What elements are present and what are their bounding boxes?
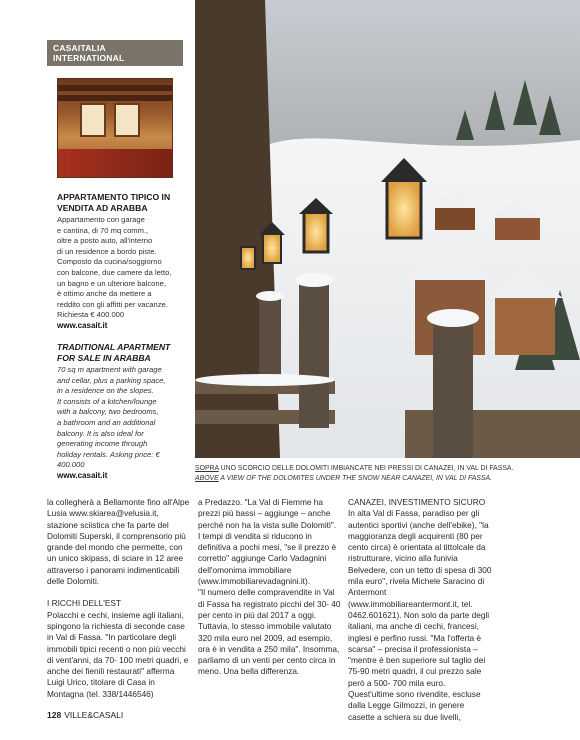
article-column-1	[47, 497, 191, 700]
paragraph: I tempi di vendita si riducono in definitiva a pochi mesi, "se il prezzo è corretto" aggiunge Carlo Vadagnini dell'omonima immobiliare (www.immobiliarevadagnini.it).	[198, 530, 337, 587]
caption-tag-it: SOPRA	[195, 465, 219, 472]
sidebar-header: CASAITALIA INTERNATIONAL	[47, 40, 183, 66]
property-sidebar	[47, 40, 183, 480]
caption-text-en: A VIEW OF THE DOLOMITES UNDER THE SNOW NEAR CANAZEI, IN VAL DI FASSA.	[218, 475, 492, 482]
page-number: 128	[47, 710, 62, 720]
page-footer	[47, 710, 123, 720]
apartment-interior-photo	[57, 78, 173, 178]
sidebar-link-it[interactable]: www.casait.it	[57, 320, 108, 330]
caption-tag-en: ABOVE	[195, 475, 219, 482]
photo-caption	[195, 464, 555, 484]
paragraph: Polacchi e cechi, insieme agli italiani, spingono la richiesta di seconde case in Val di Fassa. "In particolare degli immobili tipici recenti o non più vecchi di vent'anni, da 70- 100 metri quadri, e anche dei fienili restaurati" afferma Luigi Urico, titolare di Casa in Montagna (tel. 338/1446546)	[47, 609, 189, 699]
dolomites-snow-photo	[195, 0, 580, 458]
rug	[58, 149, 172, 177]
sidebar-text-en: 70 sq m apartment with garage and cellar, plus a parking space, in a residence on the slopes. It consists of a kitchen/lounge with a balcony, two bedrooms, a bathroom and an additional balcony. It is also ideal for generating income through holiday rentals. Asking price: € 400.000	[57, 364, 166, 470]
caption-text-it: UNO SCORCIO DELLE DOLOMITI IMBIANCATE NEI PRESSI DI CANAZEI, IN VAL DI FASSA.	[218, 465, 514, 472]
paragraph: In alta Val di Fassa, paradiso per gli autentici sportivi (anche dell'ebike), "la maggioranza degli acquirenti (80 per cento circa) è orientata al tittolcale da ristrutturare, vicino alla funivia Belvedere, con un tetto di spesa di 300 mila euro", rivela Michele Saracino di Antermont (www.immobiliareantermont.it, tel. 0462.601621). Non solo da parte degli italiani, ma anche di cechi, francesi, inglesi e perfino russi. "Ma l'offerta è scarsa" – precisa il professionista – "mentre è ben superiore sul taglio dei 75-90 metri quadri, il cui prezzo sale però a 500- 700 mila euro. Quest'ultime sono rivendite, escluse dalla Legge Gilmozzi, in genere casette a schiera su due livelli,	[348, 508, 492, 722]
magazine-name: VILLE&CASALI	[64, 710, 124, 720]
sidebar-title-it: APPARTAMENTO TIPICO IN VENDITA AD ARABBA	[57, 192, 171, 213]
sidebar-link-en[interactable]: www.casait.it	[57, 470, 108, 480]
sidebar-title-en: TRADITIONAL APARTMENT FOR SALE IN ARABBA	[57, 341, 171, 363]
sidebar-text-it: Appartamento con garage e cantina, di 70 mq comm., oltre a posto auto, all'interno di un residence a bordo piste. Composto da cucina/soggiorno con balcone, due camere da letto, un bagno e un ulteriore balcone, è ottimo anche da mettere a reddito con gli affitti per vacanze. Richiesta € 400.000	[57, 215, 172, 320]
section-heading: I RICCHI DELL'EST	[47, 598, 121, 609]
ceiling-beam	[58, 95, 172, 101]
window	[114, 103, 140, 137]
paragraph: "Il numero delle compravendite in Val di Fassa ha registrato picchi del 30- 40 per cento in più dal 2017 a oggi. Tuttavia, lo stesso immobile valutato 320 mila euro nel 2009, ad esempio, ora è in vendita a 250 mila". Insomma, parliamo di un venti per cento circa in meno. Una bella differenza.	[198, 587, 341, 677]
section-heading: CANAZEI, INVESTIMENTO SICURO	[348, 497, 486, 507]
paragraph: a Predazzo. "La Val di Fiemme ha prezzi più bassi – aggiunge – anche perché non ha la vista sulle Dolomiti".	[198, 497, 337, 530]
article-column-2	[198, 497, 342, 678]
window	[80, 103, 106, 137]
ceiling-beam	[58, 85, 172, 91]
photo-illustration	[195, 0, 580, 458]
article-column-3	[348, 497, 492, 723]
paragraph: la collegherà a Bellamonte fino all'Alpe Lusia www.skiarea@velusia.it, stazione sciistica che fa parte del Dolomiti Superski, il comprensorio più grande del mondo che permette, con un unico skipass, di sciare in 12 aree attraverso i panorami indimenticabili delle Dolomiti.	[47, 497, 190, 587]
